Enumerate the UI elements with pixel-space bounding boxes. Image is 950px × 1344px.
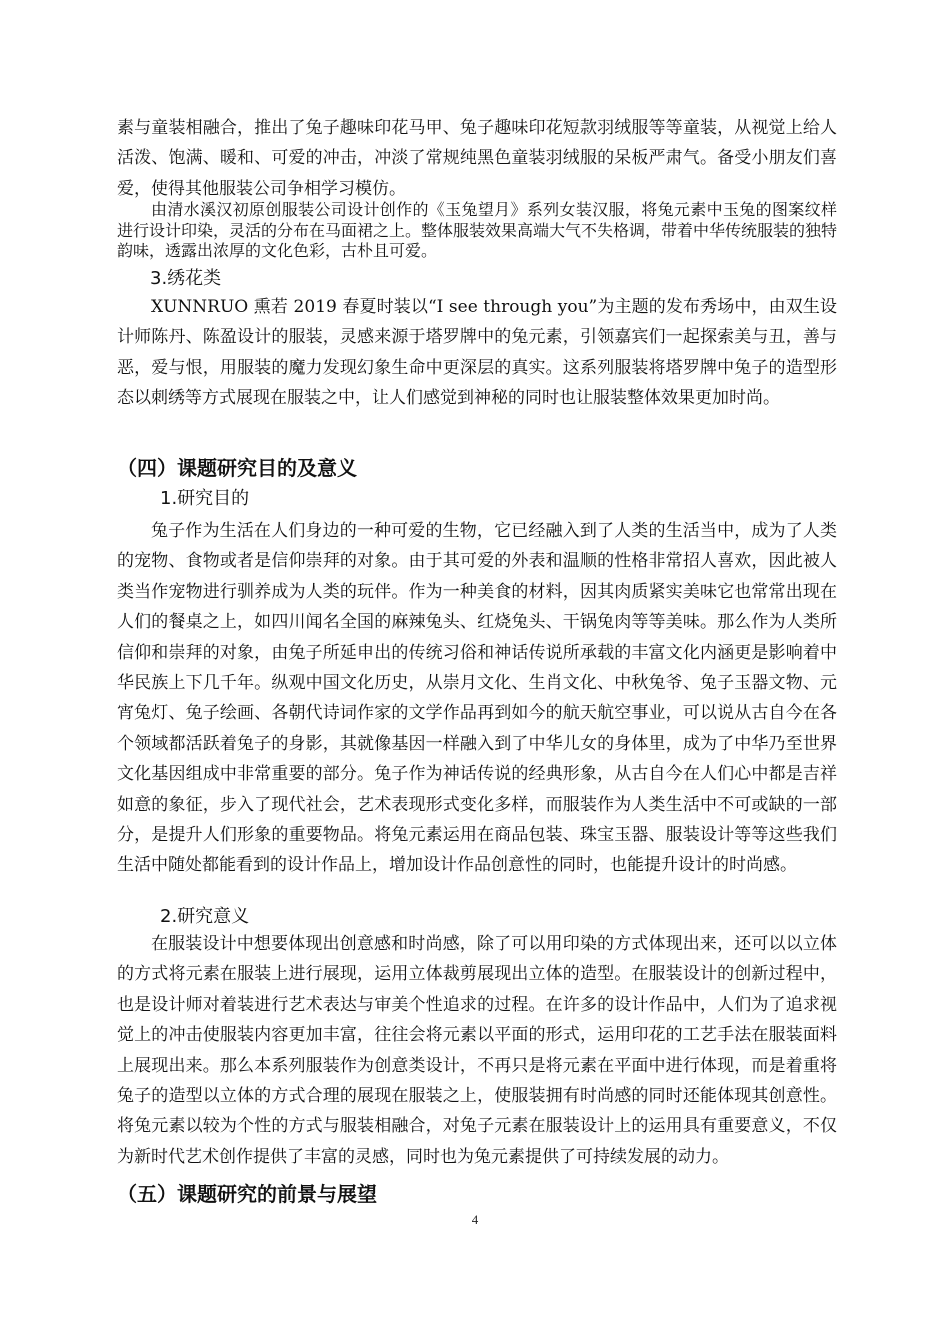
section-heading-5: （五）课题研究的前景与展望 (117, 1182, 377, 1206)
heading-research-purpose: 1.研究目的 (160, 488, 250, 509)
page-number: 4 (471, 1212, 479, 1227)
heading-research-significance: 2.研究意义 (160, 906, 250, 927)
paragraph-xunnruo: XUNNRUO 熏若 2019 春夏时装以“I see through you”为主题的发布秀场中，由双生设计师陈丹、陈盈设计的服装，灵感来源于塔罗牌中的兔元素，引领嘉宾们一起探索美与丑，善与恶，爱与恨，用服装的魔力发现幻象生命中更深层的真实。这系列服装将塔罗牌中兔子的造型形态以刺绣等方式展现在服装之中，让人们感觉到神秘的同时也让服装整体效果更加时尚。 (117, 297, 837, 409)
paragraph-children-wear: 素与童装相融合，推出了兔子趣味印花马甲、兔子趣味印花短款羽绒服等等童装，从视觉上给人活泼、饱满、暖和、可爱的冲击，冲淡了常规纯黑色童装羽绒服的呆板严肃气。备受小朋友们喜爱，使得其他服装公司争相学习模仿。 (117, 118, 837, 199)
section-heading-4: （四）课题研究目的及意义 (117, 456, 357, 480)
heading-embroidery: 3.绣花类 (150, 268, 222, 289)
paragraph-research-purpose: 兔子作为生活在人们身边的一种可爱的生物，它已经融入到了人类的生活当中，成为了人类的宠物、食物或者是信仰崇拜的对象。由于其可爱的外表和温顺的性格非常招人喜欢，因此被人类当作宠物进行驯养成为人类的玩伴。作为一种美食的材料，因其肉质紧实美味它也常常出现在人们的餐桌之上，如四川闻名全国的麻辣兔头、红烧兔头、干锅兔肉等等美味。那么作为人类所信仰和崇拜的对象，由兔子所延申出的传统习俗和神话传说所承载的丰富文化内涵更是影响着中华民族上下几千年。纵观中国文化历史，从崇月文化、生肖文化、中秋兔爷、兔子玉器文物、元宵兔灯、兔子绘画、各朝代诗词作家的文学作品再到如今的航天航空事业，可以说从古自今在各个领域都活跃着兔子的身影，其就像基因一样融入到了中华儿女的身体里，成为了中华乃至世界文化基因组成中非常重要的部分。兔子作为神话传说的经典形象，从古自今在人们心中都是吉祥如意的象征，步入了现代社会，艺术表现形式变化多样，而服装作为人类生活中不可或缺的一部分，是提升人们形象的重要物品。将兔元素运用在商品包装、珠宝玉器、服装设计等等这些我们生活中随处都能看到的设计作品上，增加设计作品创意性的同时，也能提升设计的时尚感。 (117, 521, 837, 876)
paragraph-research-significance: 在服装设计中想要体现出创意感和时尚感，除了可以用印染的方式体现出来，还可以以立体的方式将元素在服装上进行展现，运用立体裁剪展现出立体的造型。在服装设计的创新过程中，也是设计师对着装进行艺术表达与审美个性追求的过程。在许多的设计作品中，人们为了追求视觉上的冲击使服装内容更加丰富，往往会将元素以平面的形式，运用印花的工艺手法在服装面料上展现出来。那么本系列服装作为创意类设计，不再只是将元素在平面中进行体现，而是着重将兔子的造型以立体的方式合理的展现在服装之上，使服装拥有时尚感的同时还能体现其创意性。将兔元素以较为个性的方式与服装相融合，对兔子元素在服装设计上的运用具有重要意义，不仅为新时代艺术创作提供了丰富的灵感，同时也为兔元素提供了可持续发展的动力。 (117, 934, 837, 1167)
paragraph-hanfu: 由清水溪汉初原创服装公司设计创作的《玉兔望月》系列女装汉服，将兔元素中玉兔的图案纹样进行设计印染，灵活的分布在马面裙之上。整体服装效果高端大气不失格调，带着中华传统服装的独特韵味，透露出浓厚的文化色彩，古朴且可爱。 (117, 200, 838, 260)
